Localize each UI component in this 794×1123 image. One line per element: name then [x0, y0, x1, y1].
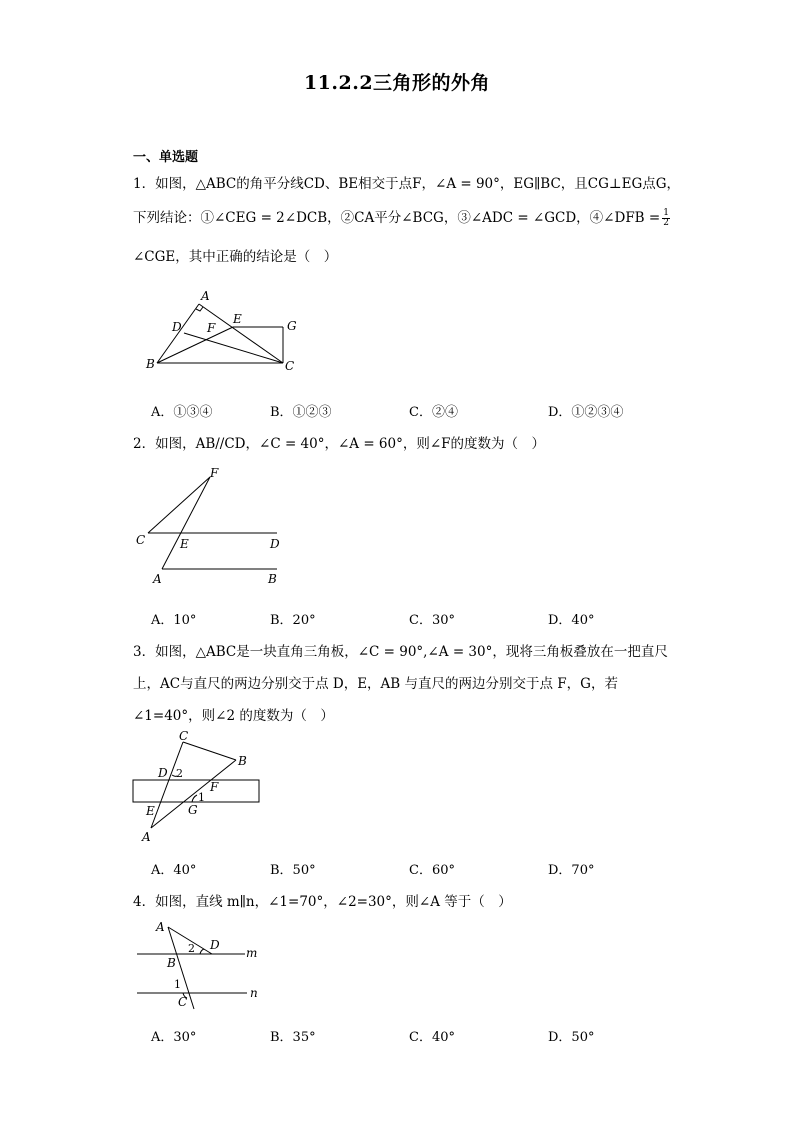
q4-angle-2-arc: [200, 949, 204, 954]
q2-option-d[interactable]: D．40°: [548, 613, 595, 628]
q4-option-b[interactable]: B．35°: [270, 1030, 316, 1045]
q3-stem-line-2: 上，AC与直尺的两边分别交于点 D，E，AB 与直尺的两边分别交于点 F，G，若: [133, 676, 618, 692]
q3-label-angle-1: 1: [198, 791, 205, 804]
q2-stem-line-1: 2．如图，AB//CD，∠C = 40°，∠A = 60°，则∠F的度数为（ ）: [133, 436, 546, 452]
q1-label-e: E: [233, 312, 242, 326]
q2-label-f: F: [210, 466, 219, 480]
page-title: 11.2.2三角形的外角: [303, 72, 491, 94]
q3-stem-line-1: 3．如图，△ABC是一块直角三角板，∠C = 90°,∠A = 30°，现将三角板叠放在一把直尺: [133, 644, 668, 660]
section-heading: 一、单选题: [133, 150, 199, 165]
q1-label-c: C: [285, 359, 295, 373]
q3-label-a: A: [142, 830, 151, 844]
q2-option-b[interactable]: B．20°: [270, 613, 316, 628]
q1-option-b[interactable]: B．①②③: [270, 405, 332, 420]
q2-option-a[interactable]: A．10°: [151, 613, 197, 628]
q1-label-b: B: [146, 357, 155, 371]
q4-label-b: B: [167, 956, 176, 970]
q2-segment-cf: [148, 477, 210, 533]
q4-label-angle-2: 2: [188, 942, 195, 955]
q3-label-f: F: [210, 780, 219, 794]
q2-label-b: B: [268, 572, 277, 586]
q1-option-a[interactable]: A．①③④: [151, 405, 213, 420]
q3-figure: [130, 728, 270, 843]
q1-figure: [140, 285, 310, 380]
q3-segment-cb: [183, 742, 236, 760]
q1-stem-line-1: 1．如图，△ABC的角平分线CD、BE相交于点F，∠A = 90°，EG∥BC，且CG⊥EG点G，: [133, 176, 681, 192]
q3-option-c[interactable]: C．60°: [409, 863, 455, 878]
q1-stem-line-3: ∠CGE，其中正确的结论是（ ）: [133, 249, 338, 265]
q4-option-a[interactable]: A．30°: [151, 1030, 197, 1045]
q2-segment-fa: [162, 477, 210, 569]
q3-stem-line-3: ∠1=40°，则∠2 的度数为（ ）: [133, 708, 334, 724]
q2-label-e: E: [180, 537, 189, 551]
q4-label-a: A: [156, 920, 165, 934]
q1-segment-be: [157, 327, 233, 363]
q3-option-d[interactable]: D．70°: [548, 863, 595, 878]
fraction-denominator: 2: [663, 218, 669, 228]
fraction-numerator: 1: [663, 208, 669, 218]
q3-label-c: C: [179, 729, 189, 743]
q3-option-b[interactable]: B．50°: [270, 863, 316, 878]
q2-label-d: D: [270, 537, 280, 551]
q3-label-g: G: [188, 803, 198, 817]
q1-option-c[interactable]: C．②④: [409, 405, 458, 420]
q4-label-n: n: [250, 986, 258, 1000]
q1-label-f: F: [207, 321, 216, 335]
q2-label-a: A: [153, 572, 162, 586]
q4-figure: [130, 915, 270, 1015]
q2-option-c[interactable]: C．30°: [409, 613, 455, 628]
q1-segment-cd: [184, 333, 283, 363]
q4-stem-line-1: 4．如图，直线 m∥n，∠1=70°，∠2=30°，则∠A 等于（ ）: [133, 894, 512, 910]
q3-label-d: D: [158, 766, 168, 780]
q4-label-angle-1: 1: [174, 978, 181, 991]
q1-label-a: A: [201, 289, 210, 303]
q3-option-a[interactable]: A．40°: [151, 863, 197, 878]
q1-stem-line-2: [133, 206, 672, 228]
q3-label-angle-2: 2: [176, 767, 183, 780]
q1-label-g: G: [287, 319, 297, 333]
q1-label-d: D: [172, 320, 182, 334]
q3-label-b: B: [238, 754, 247, 768]
q4-label-m: m: [246, 946, 258, 960]
q4-label-d: D: [210, 938, 220, 952]
q4-option-d[interactable]: D．50°: [548, 1030, 595, 1045]
fraction-one-half: [662, 209, 670, 228]
q2-label-c: C: [136, 533, 146, 547]
q1-option-d[interactable]: D．①②③④: [548, 405, 624, 420]
q2-figure: [130, 462, 290, 592]
q3-ruler: [133, 780, 259, 802]
q4-option-c[interactable]: C．40°: [409, 1030, 455, 1045]
q4-label-c: C: [178, 995, 188, 1009]
q3-label-e: E: [146, 804, 155, 818]
q1-stem-line-2-text: 下列结论：①∠CEG = 2∠DCB，②CA平分∠BCG，③∠ADC = ∠GCD，④∠DFB =: [133, 210, 661, 226]
q3-angle-1-arc: [192, 795, 197, 802]
